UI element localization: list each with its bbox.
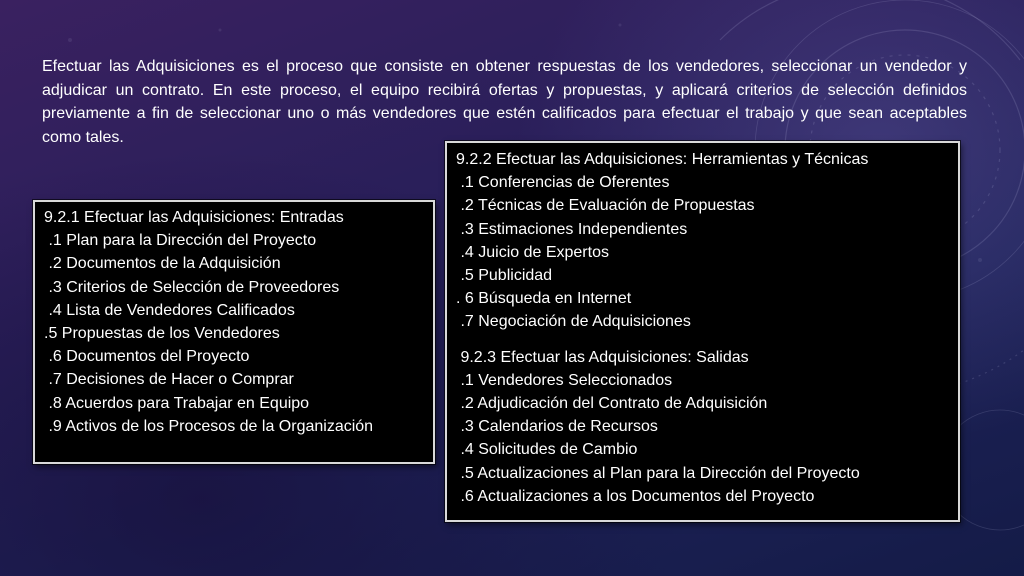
entradas-item-6: .6 Documentos del Proyecto — [44, 348, 250, 366]
herramientas-item-6: . 6 Búsqueda en Internet — [456, 290, 632, 308]
salidas-item-6: .6 Actualizaciones a los Documentos del Proyecto — [456, 487, 815, 505]
entradas-item-5: .5 Propuestas de los Vendedores — [44, 325, 280, 343]
entradas-box — [33, 200, 435, 464]
entradas-heading: 9.2.1 Efectuar las Adquisiciones: Entradas — [44, 209, 344, 226]
herramientas-item-3: .3 Estimaciones Independientes — [456, 220, 688, 238]
entradas-item-4: .4 Lista de Vendedores Calificados — [44, 301, 295, 319]
salidas-item-2: .2 Adjudicación del Contrato de Adquisición — [456, 395, 768, 413]
section-spacer — [456, 334, 958, 346]
intro-paragraph: Efectuar las Adquisiciones es el proceso que consiste en obtener respuestas de los vendedores, seleccionar un vendedor y adjudicar un contrato. En este proceso, el equipo recibirá ofertas y propuestas, y aplicará criterios de selección definidos previamente a fin de seleccionar uno o más vendedores que estén calificados para efectuar el trabajo y que sean aceptables como tales. — [42, 58, 967, 146]
herramientas-item-7: .7 Negociación de Adquisiciones — [456, 313, 691, 331]
herramientas-item-5: .5 Publicidad — [456, 267, 553, 285]
herramientas-heading: 9.2.2 Efectuar las Adquisiciones: Herramientas y Técnicas — [456, 151, 869, 168]
salidas-item-1: .1 Vendedores Seleccionados — [456, 371, 673, 389]
herramientas-item-2: .2 Técnicas de Evaluación de Propuestas — [456, 197, 755, 215]
entradas-item-9: .9 Activos de los Procesos de la Organización — [44, 417, 374, 435]
entradas-item-8: .8 Acuerdos para Trabajar en Equipo — [44, 394, 310, 412]
entradas-item-7: .7 Decisiones de Hacer o Comprar — [44, 371, 294, 389]
herramientas-item-1: .1 Conferencias de Oferentes — [456, 174, 670, 192]
entradas-item-2: .2 Documentos de la Adquisición — [44, 255, 281, 273]
salidas-item-4: .4 Solicitudes de Cambio — [456, 441, 638, 459]
herramientas-item-4: .4 Juicio de Expertos — [456, 243, 609, 261]
salidas-item-3: .3 Calendarios de Recursos — [456, 418, 658, 436]
entradas-item-3: .3 Criterios de Selección de Proveedores — [44, 278, 340, 296]
herramientas-salidas-box — [445, 141, 960, 522]
salidas-heading: 9.2.3 Efectuar las Adquisiciones: Salidas — [456, 348, 749, 366]
salidas-item-5: .5 Actualizaciones al Plan para la Dirección del Proyecto — [456, 464, 860, 482]
entradas-item-1: .1 Plan para la Dirección del Proyecto — [44, 232, 317, 250]
